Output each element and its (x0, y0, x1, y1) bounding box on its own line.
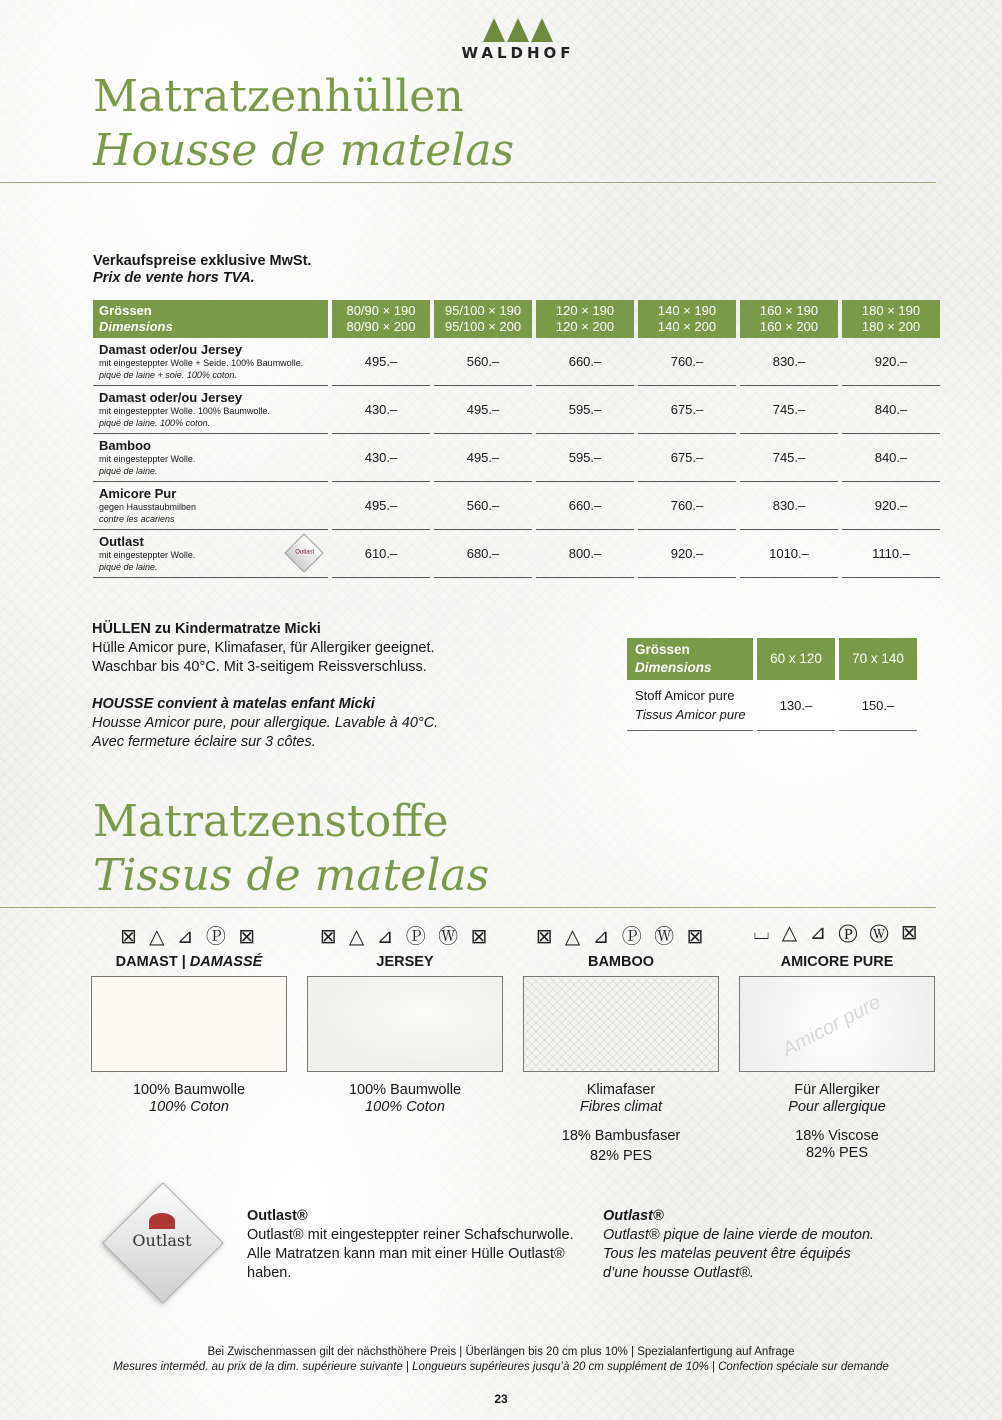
product-name: Damast oder/ou Jersey (99, 390, 243, 405)
product-desc-de: mit eingesteppter Wolle. (99, 550, 196, 560)
fabric-name-sep: | (177, 954, 190, 970)
fabric-desc (91, 1082, 287, 1116)
price-cell: 595.– (536, 386, 634, 434)
fabric-composition: 18% Viscose (795, 1128, 879, 1144)
fabric-desc (739, 1082, 935, 1162)
product-name: Amicore Pur (99, 486, 177, 501)
dim-line: 180 × 200 (861, 319, 921, 334)
fabric-swatch-image (91, 976, 287, 1072)
fabric-composition-text: 82% PES (589, 1148, 653, 1164)
footer-note-fr: Mesures interméd. au prix de la dim. supérieure suivante | Longueurs supérieures jusqu’à 20 cm supplément de 10% | Confection spéciale sur demande (113, 1361, 889, 1373)
fabric-composition: 82% PES (805, 1145, 869, 1161)
outlast-title-de: Outlast® (247, 1208, 308, 1224)
column-header (536, 300, 634, 338)
dim-line: 95/100 × 190 (444, 303, 522, 318)
outlast-line-de: haben. (247, 1265, 292, 1281)
price-cell: 560.– (434, 482, 532, 530)
price-cell: 660.– (536, 338, 634, 386)
column-header (638, 300, 736, 338)
product-cell (93, 386, 328, 434)
outlast-badge-text: Outlast (295, 549, 315, 556)
outlast-line-fr: d’une housse Outlast®. (603, 1265, 754, 1281)
fabric-card (91, 920, 287, 1116)
micki-price-table (623, 638, 921, 731)
product-desc-de: mit eingesteppter Wolle. 100% Baumwolle. (99, 406, 270, 416)
title-fr: Tissus de matelas (93, 850, 490, 901)
product-desc-de: gegen Hausstaubmilben (99, 502, 197, 512)
dim-line: 160 × 200 (759, 319, 819, 334)
price-cell: 745.– (740, 386, 838, 434)
tree-icon (458, 18, 578, 42)
fabric-desc-de: 100% Baumwolle (348, 1082, 462, 1098)
care-symbols-icon: ⊠ △ ⊿ Ⓟ ⊠ (119, 924, 259, 948)
fabric-name: JERSEY (376, 954, 434, 970)
price-cell: 495.– (332, 482, 430, 530)
product-name: Outlast (99, 534, 144, 549)
fabric-desc-de: 100% Baumwolle (132, 1082, 246, 1098)
fabric-card (523, 920, 719, 1165)
fabric-swatch-image (739, 976, 935, 1072)
product-desc-fr: piqué de laine. (99, 466, 158, 476)
price-cell: 920.– (842, 338, 940, 386)
price-cell: 430.– (332, 386, 430, 434)
price-cell: 495.– (434, 386, 532, 434)
dim-line: 95/100 × 200 (444, 319, 522, 334)
title-fr: Housse de matelas (93, 125, 515, 176)
fabric-desc-fr: Fibres climat (579, 1099, 663, 1115)
outlast-line-fr: Outlast® pique de laine vierde de mouton. (603, 1227, 875, 1243)
size-label-de: Grössen (99, 303, 152, 318)
fabric-desc-fr: 100% Coton (149, 1099, 229, 1115)
product-desc-fr: piqué de laine. 100% coton. (99, 418, 211, 428)
micki-line-fr: Housse Amicor pure, pour allergique. Lavable à 40°C. (92, 715, 439, 731)
price-cell: 745.– (740, 434, 838, 482)
price-cell: 840.– (842, 386, 940, 434)
price-cell: 830.– (740, 338, 838, 386)
fabric-desc-fr: 100% Coton (365, 1099, 445, 1115)
price-cell: 130.– (757, 680, 835, 731)
title-de: Matratzenstoffe (93, 796, 449, 847)
price-cell: 610.– (332, 530, 430, 578)
product-cell (93, 338, 328, 386)
fabric-composition (523, 1148, 719, 1165)
price-cell: 675.– (638, 386, 736, 434)
dim-line: 80/90 × 190 (346, 303, 416, 318)
fabric-composition: 18% Bambusfaser (561, 1128, 681, 1144)
price-cell: 830.– (740, 482, 838, 530)
fabric-swatch-image (523, 976, 719, 1072)
divider (0, 907, 936, 908)
price-cell: 840.– (842, 434, 940, 482)
divider (0, 182, 936, 183)
column-header (740, 300, 838, 338)
dim-line: 180 × 190 (861, 303, 921, 318)
outlast-text-de (247, 1207, 587, 1283)
table-header-row (627, 638, 917, 680)
fabric-desc (523, 1082, 719, 1165)
waldhof-logo (458, 18, 578, 62)
fabric-swatch-image (307, 976, 503, 1072)
product-name: Damast oder/ou Jersey (99, 342, 243, 357)
price-cell: 495.– (434, 434, 532, 482)
dim-line: 140 × 190 (657, 303, 717, 318)
fabric-name: AMICORE PURE (780, 954, 894, 970)
fabric-desc-de: Klimafaser (586, 1082, 656, 1098)
outlast-logo-text: Outlast (132, 1231, 192, 1250)
table-row (93, 482, 940, 530)
product-desc-fr: piqué de laine. (99, 562, 158, 572)
section-title-fabrics (93, 795, 489, 903)
price-cell: 920.– (842, 482, 940, 530)
title-de: Matratzenhüllen (93, 71, 464, 122)
product-name-fr: Tissus Amicor pure (635, 707, 746, 722)
outlast-line-fr: Tous les matelas peuvent être équipés (603, 1246, 851, 1262)
size-label-fr: Dimensions (99, 319, 173, 334)
amicor-watermark: Amicor pure (778, 991, 885, 1062)
price-table (89, 300, 944, 578)
prices-heading-fr: Prix de vente hors TVA. (93, 270, 255, 286)
column-header-size (93, 300, 328, 338)
dim-line: 140 × 200 (657, 319, 717, 334)
column-header-size (627, 638, 753, 680)
column-header: 70 x 140 (839, 638, 917, 680)
page-number: 23 (494, 1392, 508, 1406)
table-row (627, 680, 917, 731)
care-symbols-icon: ⌴ △ ⊿ Ⓟ Ⓦ ⊠ (753, 920, 921, 944)
outlast-line-de: Outlast® mit eingesteppter reiner Schafschurwolle. (247, 1227, 574, 1243)
product-cell (627, 680, 753, 731)
price-cell: 1110.– (842, 530, 940, 578)
footer-note-de: Bei Zwischenmassen gilt der nächsthöhere Preis | Überlängen bis 20 cm plus 10% | Spezialanfertigung auf Anfrage (207, 1346, 795, 1358)
fabric-desc-de: Für Allergiker (794, 1082, 880, 1098)
price-cell: 760.– (638, 482, 736, 530)
price-cell: 560.– (434, 338, 532, 386)
outlast-title-fr: Outlast® (603, 1208, 664, 1224)
column-header: 60 x 120 (757, 638, 835, 680)
product-name-de: Stoff Amicor pure (635, 688, 735, 703)
micki-line-de: Hülle Amicor pure, Klimafaser, für Allergiker geeignet. (92, 640, 435, 656)
outlast-mark-icon (149, 1213, 175, 1229)
table-header-row (93, 300, 940, 338)
price-cell: 1010.– (740, 530, 838, 578)
price-cell: 760.– (638, 338, 736, 386)
price-cell: 920.– (638, 530, 736, 578)
outlast-text-fr (603, 1207, 933, 1283)
dim-line: 80/90 × 200 (346, 319, 416, 334)
micki-heading-fr: HOUSSE convient à matelas enfant Micki (92, 696, 375, 712)
price-cell: 595.– (536, 434, 634, 482)
product-cell (93, 482, 328, 530)
outlast-logo (103, 1183, 221, 1301)
micki-line-de: Waschbar bis 40°C. Mit 3-seitigem Reissverschluss. (92, 659, 427, 675)
price-cell: 150.– (839, 680, 917, 731)
fabric-desc-fr: Pour allergique (788, 1099, 886, 1115)
fabric-name (91, 954, 287, 970)
product-name: Bamboo (99, 438, 151, 453)
fabric-card (739, 920, 935, 1162)
logo-text: WALDHOF (461, 44, 575, 62)
fabric-desc (307, 1082, 503, 1116)
product-cell (93, 530, 328, 578)
fabric-name-fr: DAMASSÉ (189, 954, 263, 970)
price-cell: 495.– (332, 338, 430, 386)
product-desc-fr: piqué de laine + soie. 100% coton. (99, 370, 237, 380)
price-cell: 660.– (536, 482, 634, 530)
size-label-de: Grössen (635, 642, 690, 657)
care-symbols-icon: ⊠ △ ⊿ Ⓟ Ⓦ ⊠ (535, 924, 707, 948)
table-row (93, 530, 940, 578)
care-symbols-icon: ⊠ △ ⊿ Ⓟ Ⓦ ⊠ (319, 924, 491, 948)
outlast-line-de: Alle Matratzen kann man mit einer Hülle Outlast® (247, 1246, 565, 1262)
price-cell: 800.– (536, 530, 634, 578)
micki-description (92, 620, 612, 752)
fabric-name: BAMBOO (587, 954, 655, 970)
prices-heading (93, 253, 311, 287)
product-desc-de: mit eingesteppter Wolle. (99, 454, 196, 464)
table-row (93, 338, 940, 386)
product-desc-fr: contre les acariens (99, 514, 175, 524)
price-cell: 675.– (638, 434, 736, 482)
product-desc-de: mit eingesteppter Wolle + Seide. 100% Baumwolle. (99, 358, 304, 368)
section-title-covers (93, 70, 514, 178)
dim-line: 120 × 200 (555, 319, 615, 334)
size-label-fr: Dimensions (635, 660, 712, 675)
price-cell: 430.– (332, 434, 430, 482)
table-row (93, 386, 940, 434)
dim-line: 160 × 190 (759, 303, 819, 318)
column-header (332, 300, 430, 338)
fabric-name-de: DAMAST (115, 954, 178, 970)
micki-heading-de: HÜLLEN zu Kindermatratze Micki (92, 621, 321, 637)
prices-heading-de: Verkaufspreise exklusive MwSt. (93, 253, 312, 269)
product-cell (93, 434, 328, 482)
fabric-card (307, 920, 503, 1116)
column-header (842, 300, 940, 338)
column-header (434, 300, 532, 338)
price-cell: 680.– (434, 530, 532, 578)
table-row (93, 434, 940, 482)
micki-line-fr: Avec fermeture éclaire sur 3 côtes. (92, 734, 316, 750)
dim-line: 120 × 190 (555, 303, 615, 318)
